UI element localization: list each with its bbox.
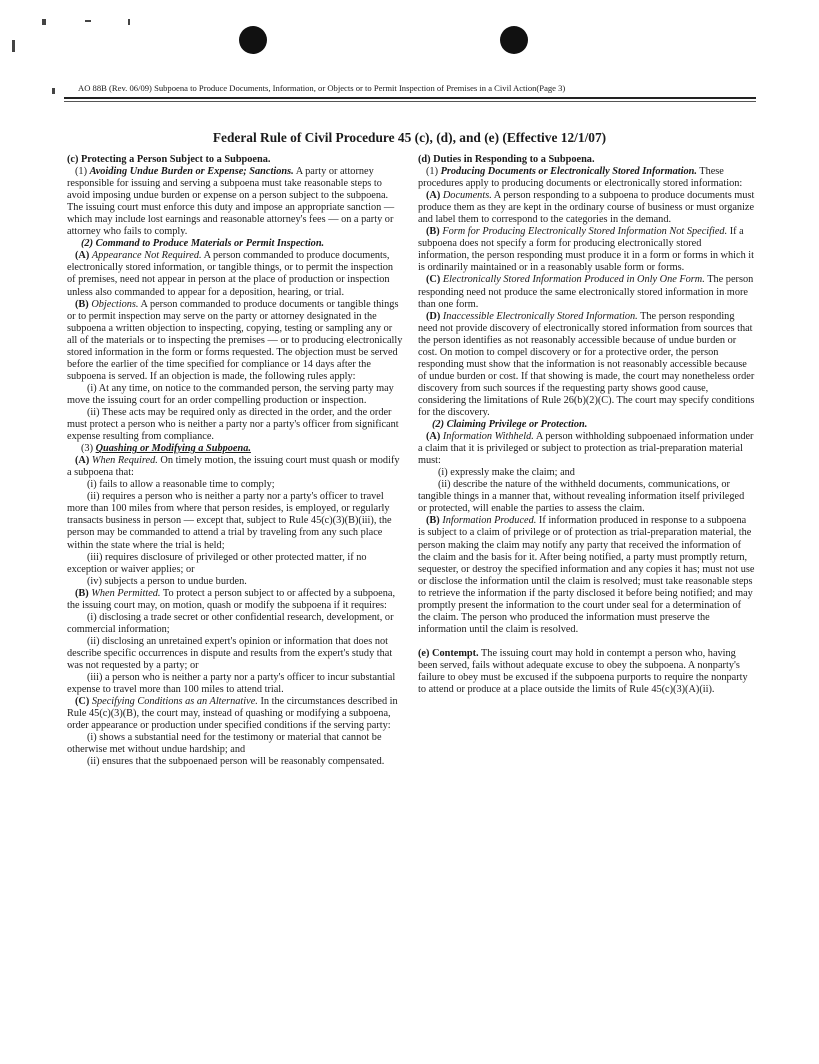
paragraph-c3a-iv: (iv) subjects a person to undue burden. [87, 575, 247, 587]
paragraph-c3b-i: (i) disclosing a trade secret or other confidential research, development, or commercial information; [67, 611, 394, 635]
heading-d2: (2) Claiming Privilege or Protection. [432, 419, 588, 431]
section-c-heading: (c) Protecting a Person Subject to a Subpoena. [67, 154, 271, 165]
paragraph-c3a-i: (i) fails to allow a reasonable time to comply; [87, 479, 275, 491]
punch-hole-right [500, 26, 528, 54]
paragraph-c2a: (A) Appearance Not Required. A person commanded to produce documents, electronically stored information, or tangible things, or to permit the inspection of premises, need not appear in person at the place of production or inspection unless also commanded to appear for a deposition, hearing, or trial. [67, 250, 393, 298]
paragraph-d1c: (C) Electronically Stored Information Produced in Only One Form. The person responding need not produce the same electronically stored information in more than one form. [418, 274, 754, 310]
paragraph-c3c-ii: (ii) ensures that the subpoenaed person will be reasonably compensated. [87, 756, 385, 768]
paragraph-c3a-iii: (iii) requires disclosure of privileged or other protected matter, if no exception or waiver applies; or [67, 551, 367, 575]
left-column [67, 154, 404, 768]
heading-c2: (2) Command to Produce Materials or Permit Inspection. [81, 238, 325, 250]
scan-speck [52, 88, 55, 94]
scan-speck [85, 20, 91, 22]
paragraph-d1: (1) Producing Documents or Electronically Stored Information. These procedures apply to producing documents or electronically stored information: [418, 166, 743, 190]
right-column [418, 154, 755, 696]
page-title: Federal Rule of Civil Procedure 45 (c), (d), and (e) (Effective 12/1/07) [212, 130, 607, 145]
paragraph-d2b: (B) Information Produced. If information produced in response to a subpoena is subject to a claim of privilege or of protection as trial-preparation material, the person making the claim may notify any party that received the information of the claim and the basis for it. After being notified, a party must promptly return, sequester, or destroy the specified information and any copies it has; must not use or disclose the information until the claim is resolved; must take reasonable steps to retrieve the information if the party disclosed it before being notified; and may promptly present the information to the court under seal for a determination of the claim. The person who produced the information must preserve the information until the claim is resolved. [418, 515, 755, 635]
paragraph-d2a-i: (i) expressly make the claim; and [438, 467, 575, 479]
heading-c3: (3) Quashing or Modifying a Subpoena. [81, 443, 251, 455]
scan-speck [42, 19, 46, 25]
header-rule-thin [64, 101, 756, 102]
paragraph-c3b-ii: (ii) disclosing an unretained expert's opinion or information that does not describe specific occurrences in dispute and results from the expert's study that was not requested by a party; or [67, 635, 393, 671]
paragraph-c3b-iii: (iii) a person who is neither a party nor a party's officer to incur substantial expense to travel more than 100 miles to attend trial. [67, 672, 396, 696]
paragraph-d1a: (A) Documents. A person responding to a subpoena to produce documents must produce them as they are kept in the ordinary course of business or must organize and label them to correspond to the categories in the demand. [418, 190, 755, 226]
paragraph-c2b-ii: (ii) These acts may be required only as directed in the order, and the order must protect a person who is neither a party nor a party's officer from significant expense resulting from compliance. [67, 406, 399, 443]
paragraph-c2b: (B) Objections. A person commanded to produce documents or tangible things or to permit inspection may serve on the party or attorney designated in the subpoena a written objection to inspecting, copying, testing or sampling any or all of the materials or to inspecting the premises — or to producing electronically stored information in the form or forms requested. The objection must be served before the earlier of the time specified for compliance or 14 days after the subpoena is served. If an objection is made, the following rules apply: [67, 298, 403, 382]
paragraph-d1b: (B) Form for Producing Electronically Stored Information Not Specified. If a subpoena does not specify a form for producing electronically stored information, the person responding must produce it in a form or forms in which it is ordinarily maintained or in a reasonably usable form or forms. [418, 226, 755, 274]
paragraph-d2a-ii: (ii) describe the nature of the withheld documents, communications, or tangible things in a manner that, without revealing information itself privileged or protected, will enable the parties to assess the claim. [418, 479, 745, 515]
paragraph-c3a: (A) When Required. On timely motion, the issuing court must quash or modify a subpoena that: [67, 455, 400, 479]
scan-speck [12, 40, 15, 52]
paragraph-c3b: (B) When Permitted. To protect a person subject to or affected by a subpoena, the issuing court may, on motion, quash or modify the subpoena if it requires: [67, 587, 396, 611]
paragraph-d1d: (D) Inaccessible Electronically Stored Information. The person responding need not provide discovery of electronically stored information from sources that the person identifies as not reasonably accessible because of undue burden or cost. On motion to compel discovery or for a protective order, the person responding must show that the information is not reasonably accessible because of undue burden or cost. If that showing is made, the court may nonetheless order discovery from such sources if the requesting party shows good cause, considering the limitations of Rule 26(b)(2)(C). The court may specify conditions for the discovery. [418, 310, 755, 418]
paragraph-c3c: (C) Specifying Conditions as an Alternative. In the circumstances described in Rule 45(c)(3)(B), the court may, instead of quashing or modifying a subpoena, order appearance or production under specified conditions if the serving party: [67, 696, 398, 732]
scan-speck [128, 19, 130, 25]
paragraph-c3c-i: (i) shows a substantial need for the testimony or material that cannot be otherwise met without undue hardship; and [67, 732, 382, 756]
header-rule [64, 97, 756, 99]
section-d-heading: (d) Duties in Responding to a Subpoena. [418, 154, 595, 165]
paragraph-c2b-i: (i) At any time, on notice to the commanded person, the serving party may move the issuing court for an order compelling production or inspection. [67, 382, 394, 406]
paragraph-d2a: (A) Information Withheld. A person withholding subpoenaed information under a claim that it is privileged or subject to protection as trial-preparation material must: [418, 431, 754, 467]
paragraph-e: (e) Contempt. The issuing court may hold in contempt a person who, having been served, fails without adequate excuse to obey the subpoena. A nonparty's failure to obey must be excused if the subpoena purports to require the nonparty to attend or produce at a place outside the limits of Rule 45(c)(3)(A)(ii). [418, 647, 748, 696]
form-header: AO 88B (Rev. 06/09) Subpoena to Produce Documents, Information, or Objects or to Permit Inspection of Premises in a Civil Action(Page 3) [78, 83, 566, 93]
punch-hole-left [239, 26, 267, 54]
paragraph-c1: (1) Avoiding Undue Burden or Expense; Sanctions. A party or attorney responsible for issuing and serving a subpoena must take reasonable steps to avoid imposing undue burden or expense on a person subject to the subpoena. The issuing court must enforce this duty and impose an appropriate sanction — which may include lost earnings and reasonable attorney's fees — on a party or attorney who fails to comply. [67, 166, 395, 238]
paragraph-c3a-ii: (ii) requires a person who is neither a party nor a party's officer to travel more than 100 miles from where that person resides, is employed, or regularly transacts business in person — except that, subject to Rule 45(c)(3)(B)(iii), the person may be commanded to attend a trial by traveling from any such place within the state where the trial is held; [67, 491, 392, 551]
